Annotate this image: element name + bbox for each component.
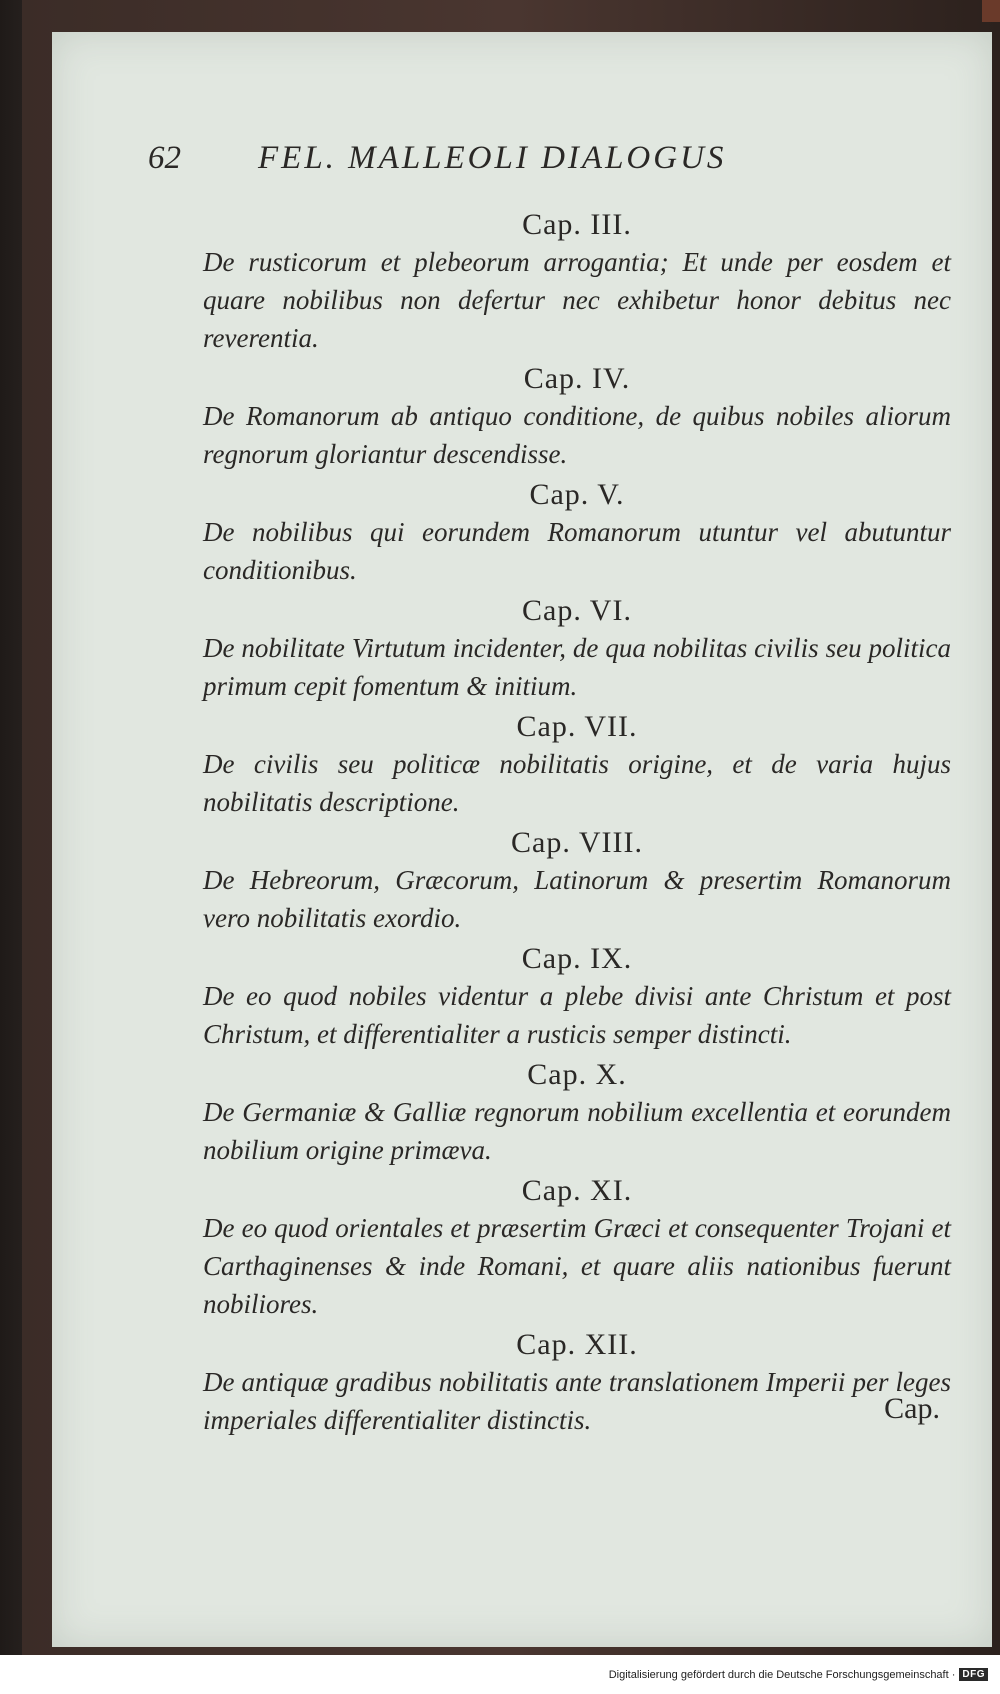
chapter-summary: De civilis seu politicæ nobilitatis origine, et de varia hujus nobilitatis descriptione. <box>203 749 951 817</box>
chapter-summary: De eo quod orientales et præsertim Græci et consequenter Trojani et Carthaginenses & inde Romani, et quare aliis nationibus fuerunt nobiliores. <box>203 1213 951 1319</box>
chapter-summary: De antiquæ gradibus nobilitatis ante translationem Imperii per leges imperiales differentialiter distinctis. <box>203 1367 951 1435</box>
chapter-summary: De nobilitate Virtutum incidenter, de qua nobilitas civilis seu politica primum cepit fomentum & initium. <box>203 633 951 701</box>
chapter-heading: Cap. IV. <box>523 362 631 395</box>
page-number: 62 <box>148 140 181 176</box>
chapter-summary: De Germaniæ & Galliæ regnorum nobilium excellentia et eorundem nobilium origine primæva. <box>203 1097 951 1165</box>
chapter-4 <box>203 361 951 473</box>
chapter-3 <box>203 207 951 357</box>
chapter-12 <box>203 1327 951 1439</box>
digitization-footer <box>0 1655 1000 1694</box>
chapter-6 <box>203 593 951 705</box>
chapter-summary: De nobilibus qui eorundem Romanorum utuntur vel abutuntur conditionibus. <box>203 517 951 585</box>
chapter-heading: Cap. X. <box>527 1058 627 1091</box>
chapter-9 <box>203 941 951 1053</box>
footer-credit: Digitalisierung gefördert durch die Deutsche Forschungsgemeinschaft · <box>608 1668 956 1681</box>
chapter-heading: Cap. VII. <box>516 710 638 743</box>
dfg-logo: DFG <box>959 1668 988 1681</box>
chapter-summary: De Romanorum ab antiquo conditione, de quibus nobiles aliorum regnorum gloriantur descendisse. <box>203 401 951 469</box>
chapter-7 <box>203 709 951 821</box>
catchword: Cap. <box>884 1392 940 1425</box>
chapter-heading: Cap. VI. <box>522 594 632 627</box>
chapter-heading: Cap. XII. <box>516 1328 638 1361</box>
chapter-summary: De rusticorum et plebeorum arrogantia; Et unde per eosdem et quare nobilibus non defertur nec exhibetur honor debitus nec reverentia. <box>203 247 951 353</box>
chapter-summary: De Hebreorum, Græcorum, Latinorum & presertim Romanorum vero nobilitatis exordio. <box>203 865 951 933</box>
chapter-11 <box>203 1173 951 1323</box>
chapter-8 <box>203 825 951 937</box>
chapter-heading: Cap. III. <box>522 208 632 241</box>
chapter-heading: Cap. IX. <box>521 942 633 975</box>
chapter-heading: Cap. V. <box>529 478 625 511</box>
chapter-10 <box>203 1057 951 1169</box>
chapter-5 <box>203 477 951 589</box>
corner-mark <box>982 0 1000 22</box>
running-head <box>148 140 828 177</box>
running-head-title: FEL. MALLEOLI DIALOGUS <box>258 140 727 176</box>
chapter-summary: De eo quod nobiles videntur a plebe divisi ante Christum et post Christum, et differentialiter a rusticis semper distincti. <box>203 981 951 1049</box>
chapter-heading: Cap. VIII. <box>511 826 643 859</box>
chapter-list <box>203 205 951 1443</box>
chapter-heading: Cap. XI. <box>521 1174 633 1207</box>
